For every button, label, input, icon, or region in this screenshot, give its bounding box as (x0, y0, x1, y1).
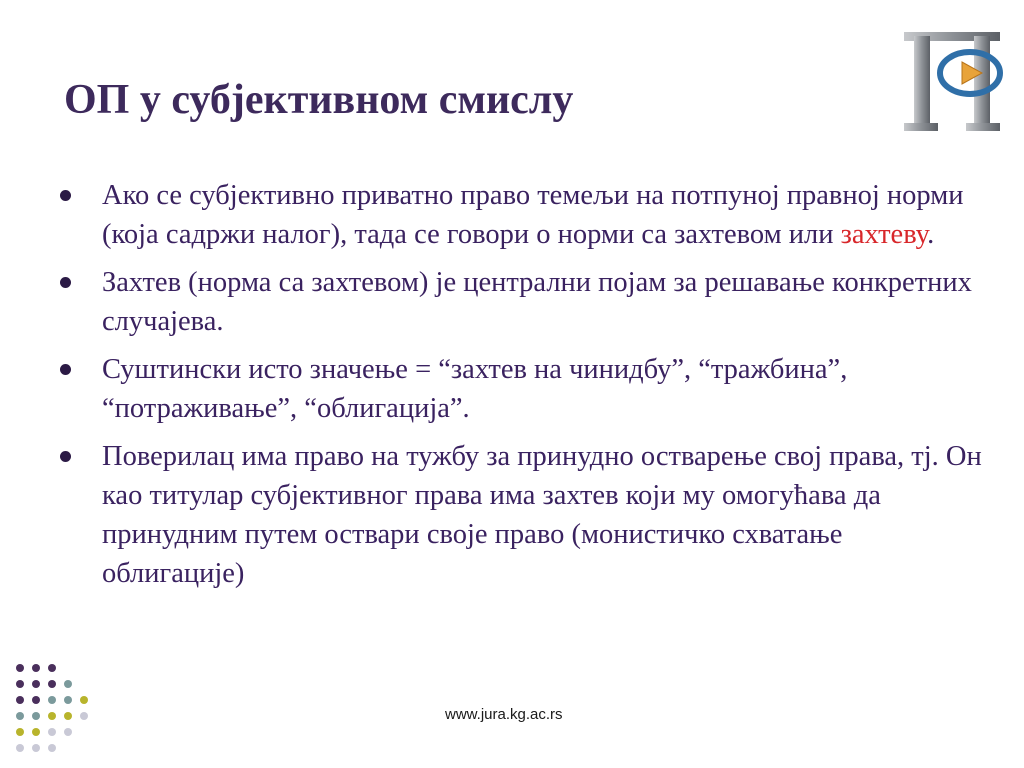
bullet-item (58, 263, 988, 341)
bullet-item (58, 437, 988, 593)
bullet-item (58, 176, 988, 254)
faculty-logo-icon (896, 26, 1008, 138)
bullet-dot-icon (60, 451, 71, 462)
bullet-list (58, 176, 988, 602)
bullet-dot-icon (60, 190, 71, 201)
bullet-text: Ако се субјективно приватно право темељи на потпуној правној норми (која садржи налог), тада се говори о норми са захтевом или (102, 180, 964, 250)
bullet-highlight: захтеву (840, 219, 928, 250)
dot-grid-decoration (16, 664, 96, 754)
bullet-dot-icon (60, 277, 71, 288)
bullet-text-end: . (927, 219, 935, 250)
bullet-item (58, 350, 988, 428)
bullet-text: Поверилац има право на тужбу за принудно остварење свој права, тј. Он као титулар субјективног права има захтев који му омогућава да принудним путем оствари своје право (монистичко схватање облигације) (102, 441, 982, 589)
slide-title: ОП у субјективном смислу (64, 77, 574, 123)
footer-url[interactable]: www.jura.kg.ac.rs (445, 706, 563, 723)
bullet-text: Захтев (норма са захтевом) је централни појам за решавање конкретних случајева. (102, 267, 972, 337)
bullet-dot-icon (60, 364, 71, 375)
bullet-text: Суштински исто значење = “захтев на чинидбу”, “тражбина”, “потраживање”, “облигација”. (102, 354, 848, 424)
